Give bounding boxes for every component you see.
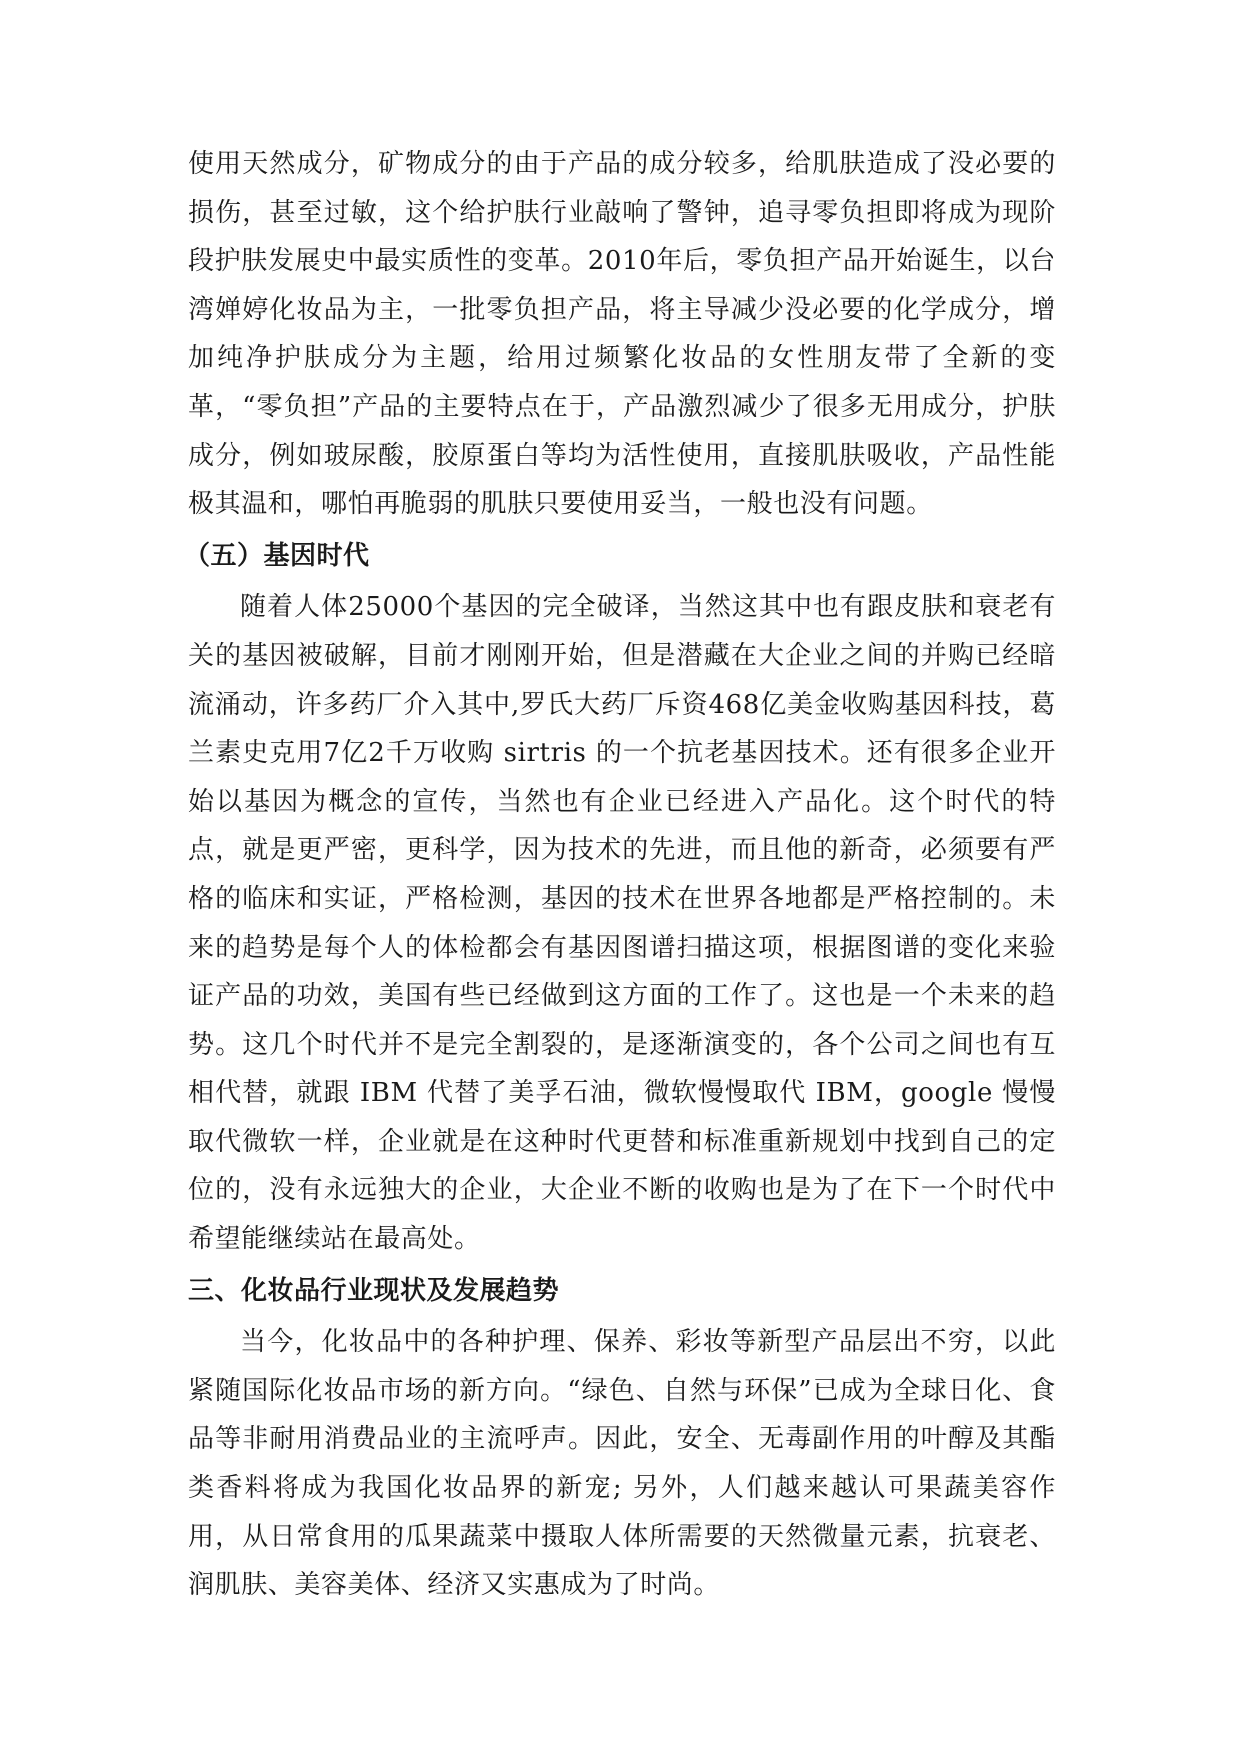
heading-section-three: 三、化妆品行业现状及发展趋势 — [188, 1275, 560, 1306]
paragraph-zero-burden: 使用天然成分，矿物成分的由于产品的成分较多，给肌肤造成了没必要的损伤，甚至过敏，这个给护肤行业敲响了警钟，追寻零负担即将成为现阶段护肤发展史中最实质性的变革。2010年后，零负担产品开始诞生，以台湾婵婷化妆品为主，一批零负担产品，将主导减少没必要的化学成分，增加纯净护肤成分为主题，给用过频繁化妆品的女性朋友带了全新的变革，“零负担”产品的主要特点在于，产品激烈减少了很多无用成分，护肤成分，例如玻尿酸，胶原蛋白等均为活性使用，直接肌肤吸收，产品性能极其温和，哪怕再脆弱的肌肤只要使用妥当，一般也没有问题。 — [188, 149, 1056, 520]
paragraph-industry-status: 当今，化妆品中的各种护理、保养、彩妆等新型产品层出不穷，以此紧随国际化妆品市场的新方向。“绿色、自然与环保”已成为全球日化、食品等非耐用消费品业的主流呼声。因此，安全、无毒副作用的叶醇及其酯类香料将成为我国化妆品界的新宠; 另外，人们越来越认可果蔬美容作用，从日常食用的瓜果蔬菜中摄取人体所需要的天然微量元素，抗衰老、润肌肤、美容美体、经济又实惠成为了时尚。 — [188, 1327, 1056, 1601]
document-page — [184, 140, 1056, 1610]
paragraph-gene-era: 随着人体25000个基因的完全破译，当然这其中也有跟皮肤和衰老有关的基因被破解，目前才刚刚开始，但是潜藏在大企业之间的并购已经暗流涌动，许多药厂介入其中,罗氏大药厂斥资468亿美金收购基因科技，葛兰素史克用7亿2千万收购 sirtris 的一个抗老基因技术。还有很多企业开始以基因为概念的宣传，当然也有企业已经进入产品化。这个时代的特点，就是更严密，更科学，因为技术的先进，而且他的新奇，必须要有严格的临床和实证，严格检测，基因的技术在世界各地都是严格控制的。未来的趋势是每个人的体检都会有基因图谱扫描这项，根据图谱的变化来验证产品的功效，美国有些已经做到这方面的工作了。这也是一个未来的趋势。这几个时代并不是完全割裂的，是逐渐演变的，各个公司之间也有互相代替，就跟 IBM 代替了美孚石油，微软慢慢取代 IBM，google 慢慢取代微软一样，企业就是在这种时代更替和标准重新规划中找到自己的定位的，没有永远独大的企业，大企业不断的收购也是为了在下一个时代中希望能继续站在最高处。 — [188, 592, 1056, 1255]
heading-gene-era: （五）基因时代 — [184, 540, 370, 571]
